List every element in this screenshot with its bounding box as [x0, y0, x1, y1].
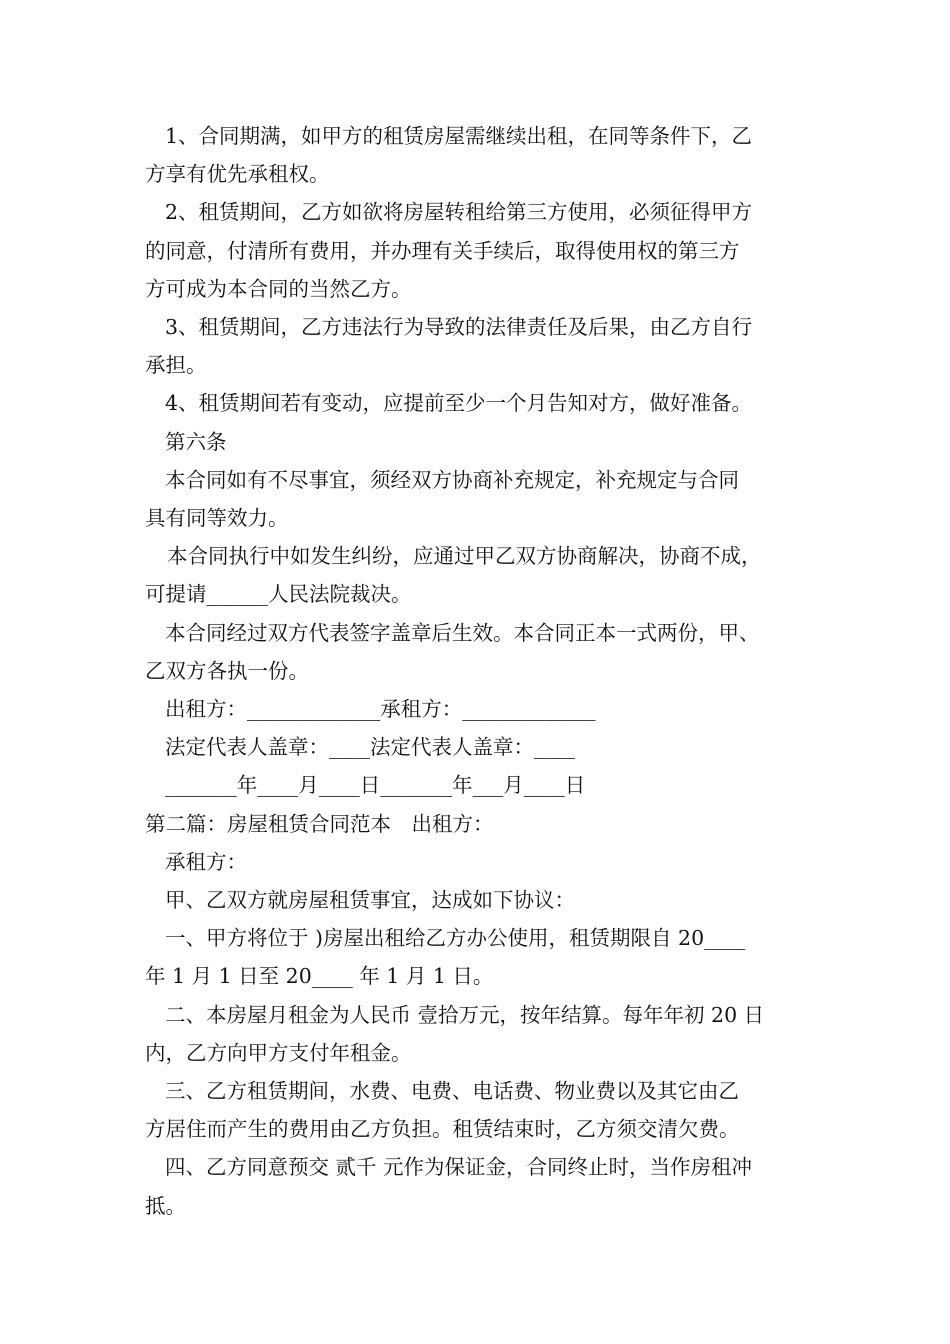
signature-line: 出租方：_____________承租方：_____________	[165, 697, 596, 722]
paragraph-line: 年 1 月 1 日至 20____ 年 1 月 1 日。	[145, 964, 494, 989]
paragraph-line: 二、本房屋月租金为人民币 壹拾万元，按年结算。每年年初 20 日	[165, 1002, 765, 1027]
paragraph-line: 四、乙方同意预交 贰千 元作为保证金，合同终止时，当作房租冲	[165, 1155, 753, 1180]
section-heading: 第六条	[165, 429, 227, 454]
paragraph-line: 内，乙方向甲方支付年租金。	[145, 1040, 412, 1065]
paragraph-line: 甲、乙双方就房屋租赁事宜，达成如下协议：	[165, 888, 575, 913]
paragraph-line: 3、租赁期间，乙方违法行为导致的法律责任及后果，由乙方自行	[165, 315, 753, 340]
paragraph-line: 乙双方各执一份。	[145, 658, 309, 683]
paragraph-line: 三、乙方租赁期间，水费、电费、电话费、物业费以及其它由乙	[165, 1079, 739, 1104]
paragraph-line: 承担。	[145, 353, 207, 378]
party-line: 承租方：	[165, 849, 247, 874]
document-body	[145, 117, 835, 1225]
paragraph-line: 方可成为本合同的当然乙方。	[145, 276, 412, 301]
paragraph-line: 一、甲方将位于 )房屋出租给乙方办公使用，租赁期限自 20____	[165, 926, 746, 951]
paragraph-line: 本合同经过双方代表签字盖章后生效。本合同正本一式两份，甲、	[165, 620, 760, 645]
paragraph-line: 4、租赁期间若有变动，应提前至少一个月告知对方，做好准备。	[165, 391, 753, 416]
paragraph-line: 的同意，付清所有费用，并办理有关手续后，取得使用权的第三方	[145, 238, 740, 263]
paragraph-line: 方居住而产生的费用由乙方负担。租赁结束时，乙方须交清欠费。	[145, 1117, 740, 1142]
paragraph-line: 方享有优先承租权。	[145, 162, 330, 187]
paragraph-line: 2、租赁期间，乙方如欲将房屋转租给第三方使用，必须征得甲方	[165, 200, 753, 225]
paragraph-line: 具有同等效力。	[145, 506, 289, 531]
paragraph-line: 可提请______人民法院裁决。	[145, 582, 412, 607]
chapter-heading: 第二篇：房屋租赁合同范本 出租方：	[145, 811, 494, 836]
paragraph-line: 抵。	[145, 1193, 186, 1218]
paragraph-line: 本合同执行中如发生纠纷，应通过甲乙双方协商解决，协商不成，	[167, 544, 762, 569]
date-line: _______年____月____日_______年___月____日	[165, 773, 586, 798]
paragraph-line: 1、合同期满，如甲方的租赁房屋需继续出租，在同等条件下，乙	[165, 124, 753, 148]
paragraph-line: 本合同如有不尽事宜，须经双方协商补充规定，补充规定与合同	[165, 467, 739, 492]
seal-line: 法定代表人盖章：____法定代表人盖章：____	[165, 735, 575, 760]
